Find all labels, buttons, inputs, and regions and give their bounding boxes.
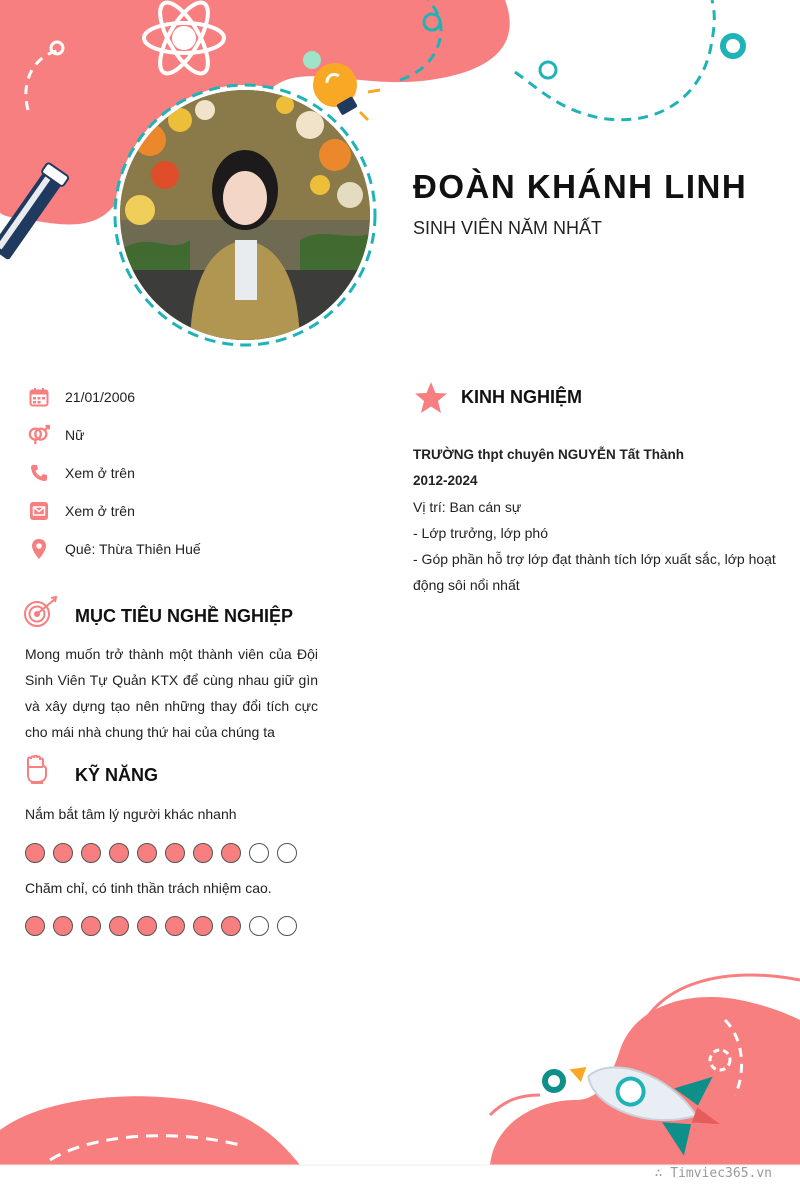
- rating-dot-filled: [109, 843, 129, 863]
- experience-line: - Góp phần hỗ trợ lớp đạt thành tích lớp xuất sắc, lớp hoạt động sôi nổi nhất: [413, 551, 776, 593]
- info-row-gender: [28, 423, 85, 447]
- birthday-text: 21/01/2006: [65, 389, 136, 405]
- info-row-hometown: [28, 537, 201, 561]
- hometown-text: Quê: Thừa Thiên Huế: [65, 541, 201, 557]
- rating-dot-filled: [165, 843, 185, 863]
- skill-label: Nắm bắt tâm lý người khác nhanh: [25, 806, 237, 822]
- experience-entry: [413, 442, 778, 598]
- experience-org: TRƯỜNG thpt chuyên NGUYỄN Tất Thành: [413, 447, 684, 462]
- rating-dot-empty: [277, 916, 297, 936]
- experience-title: KINH NGHIỆM: [461, 387, 582, 407]
- location-pin-icon: [28, 538, 50, 560]
- phone-text: Xem ở trên: [65, 465, 135, 481]
- rating-dot-filled: [221, 916, 241, 936]
- info-row-birthday: [28, 385, 136, 409]
- rating-dot-filled: [81, 916, 101, 936]
- gender-text: Nữ: [65, 427, 85, 443]
- bottom-left-blob: [0, 1096, 300, 1165]
- info-row-phone: [28, 461, 135, 485]
- avatar: [110, 80, 380, 350]
- objective-title: MỤC TIÊU NGHỀ NGHIỆP: [75, 606, 294, 626]
- gender-icon: [28, 424, 50, 446]
- candidate-role: SINH VIÊN NĂM NHẤT: [413, 218, 603, 238]
- ring-icon-bottom: [545, 1072, 563, 1090]
- objective-text: Mong muốn trở thành một thành viên của Đội Sinh Viên Tự Quản KTX để cùng nhau giữ gìn và xây dựng tạo nên những thay đổi tích cực cho mái nhà chung thứ hai của chúng ta: [25, 646, 318, 740]
- rating-dot-filled: [53, 916, 73, 936]
- fist-icon: [24, 755, 50, 785]
- candidate-name: ĐOÀN KHÁNH LINH: [413, 168, 748, 205]
- rating-dot-filled: [221, 843, 241, 863]
- target-icon: [23, 596, 59, 628]
- skill-rating: [25, 916, 297, 936]
- skills-title: KỸ NĂNG: [75, 765, 159, 785]
- rating-dot-filled: [193, 843, 213, 863]
- ring-icon: [723, 36, 743, 56]
- rating-dot-empty: [277, 843, 297, 863]
- experience-period: 2012-2024: [413, 473, 478, 488]
- watermark-text: Timviec365.vn: [670, 1166, 772, 1181]
- rating-dot-empty: [249, 916, 269, 936]
- experience-line: - Lớp trưởng, lớp phó: [413, 525, 548, 541]
- calendar-icon: [28, 386, 50, 408]
- rating-dot-filled: [193, 916, 213, 936]
- skill-label: Chăm chỉ, có tinh thần trách nhiệm cao.: [25, 880, 272, 896]
- email-icon: [28, 500, 50, 522]
- rating-dot-filled: [81, 843, 101, 863]
- rating-dot-filled: [109, 916, 129, 936]
- phone-icon: [28, 462, 50, 484]
- email-text: Xem ở trên: [65, 503, 135, 519]
- footer-watermark: [655, 1166, 772, 1181]
- rating-dot-empty: [249, 843, 269, 863]
- rating-dot-filled: [137, 843, 157, 863]
- info-row-email: [28, 499, 135, 523]
- rating-dot-filled: [53, 843, 73, 863]
- watermark-dots-icon: ∴: [654, 1166, 671, 1181]
- experience-line: Vị trí: Ban cán sự: [413, 499, 522, 515]
- rating-dot-filled: [25, 843, 45, 863]
- skill-rating: [25, 843, 297, 863]
- star-icon: [414, 381, 448, 415]
- rating-dot-filled: [25, 916, 45, 936]
- rating-dot-filled: [137, 916, 157, 936]
- rating-dot-filled: [165, 916, 185, 936]
